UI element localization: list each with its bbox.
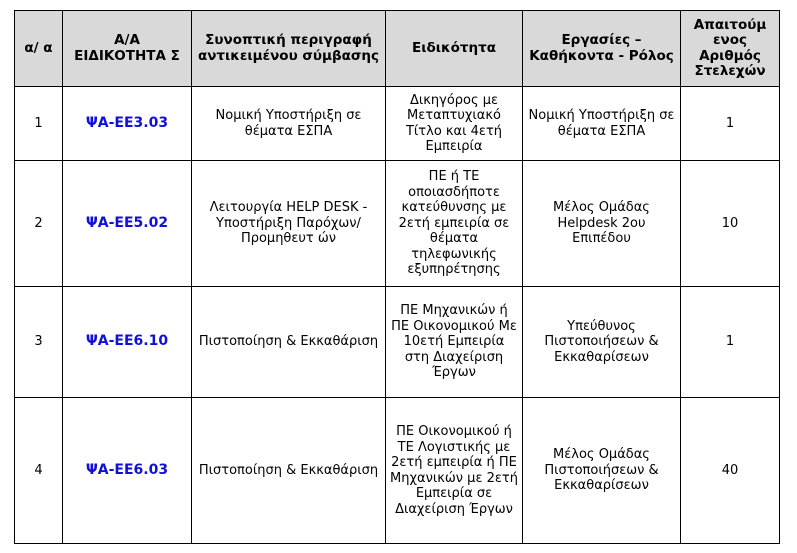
header-tasks: Εργασίες – Καθήκοντα - Ρόλος — [523, 11, 681, 87]
header-description: Συνοπτική περιγραφή αντικειμένου σύμβασης — [192, 11, 386, 87]
header-specialty: Ειδικότητα — [386, 11, 523, 87]
cell-specialty: ΠΕ Μηχανικών ή ΠΕ Οικονομικού Με 10ετή Εμπειρία στη Διαχείριση Έργων — [386, 287, 523, 398]
cell-code: ΨΑ-ΕΕ5.02 — [63, 161, 192, 287]
table-row — [15, 87, 780, 161]
cell-specialty: ΠΕ ή ΤΕ οποιασδήποτε κατεύθυνσης με 2ετή εμπειρία σε θέματα τηλεφωνικής εξυπηρέτησης — [386, 161, 523, 287]
cell-specialty: ΠΕ Οικονομικού ή ΤΕ Λογιστικής με 2ετή εμπειρία ή ΠΕ Μηχανικών με 2ετή Εμπειρία σε Διαχείριση Έργων — [386, 398, 523, 544]
header-code: Α/Α ΕΙΔΙΚΟΤΗΤΑ Σ — [63, 11, 192, 87]
cell-code: ΨΑ-ΕΕ6.03 — [63, 398, 192, 544]
cell-description: Λειτουργία HELP DESK - Υποστήριξη Παρόχων/Προμηθευτ ών — [192, 161, 386, 287]
cell-required: 10 — [681, 161, 780, 287]
cell-aa: 3 — [15, 287, 63, 398]
table-row — [15, 161, 780, 287]
cell-specialty: Δικηγόρος με Μεταπτυχιακό Τίτλο και 4ετή Εμπειρία — [386, 87, 523, 161]
cell-required: 1 — [681, 287, 780, 398]
cell-aa: 4 — [15, 398, 63, 544]
cell-required: 1 — [681, 87, 780, 161]
cell-description: Πιστοποίηση & Εκκαθάριση — [192, 398, 386, 544]
cell-code: ΨΑ-ΕΕ3.03 — [63, 87, 192, 161]
cell-tasks: Μέλος Ομάδας Helpdesk 2ου Επιπέδου — [523, 161, 681, 287]
header-required: Απαιτούμ ενος Αριθμός Στελεχών — [681, 11, 780, 87]
staffing-table — [14, 10, 780, 544]
cell-tasks: Υπεύθυνος Πιστοποιήσεων & Εκκαθαρίσεων — [523, 287, 681, 398]
table-row — [15, 398, 780, 544]
cell-aa: 1 — [15, 87, 63, 161]
header-aa: α/ α — [15, 11, 63, 87]
cell-required: 40 — [681, 398, 780, 544]
cell-tasks: Μέλος Ομάδας Πιστοποιήσεων & Εκκαθαρίσεων — [523, 398, 681, 544]
cell-tasks: Νομική Υποστήριξη σε θέματα ΕΣΠΑ — [523, 87, 681, 161]
cell-description: Πιστοποίηση & Εκκαθάριση — [192, 287, 386, 398]
table-row — [15, 287, 780, 398]
cell-aa: 2 — [15, 161, 63, 287]
cell-code: ΨΑ-ΕΕ6.10 — [63, 287, 192, 398]
cell-description: Νομική Υποστήριξη σε θέματα ΕΣΠΑ — [192, 87, 386, 161]
header-row — [15, 11, 780, 87]
